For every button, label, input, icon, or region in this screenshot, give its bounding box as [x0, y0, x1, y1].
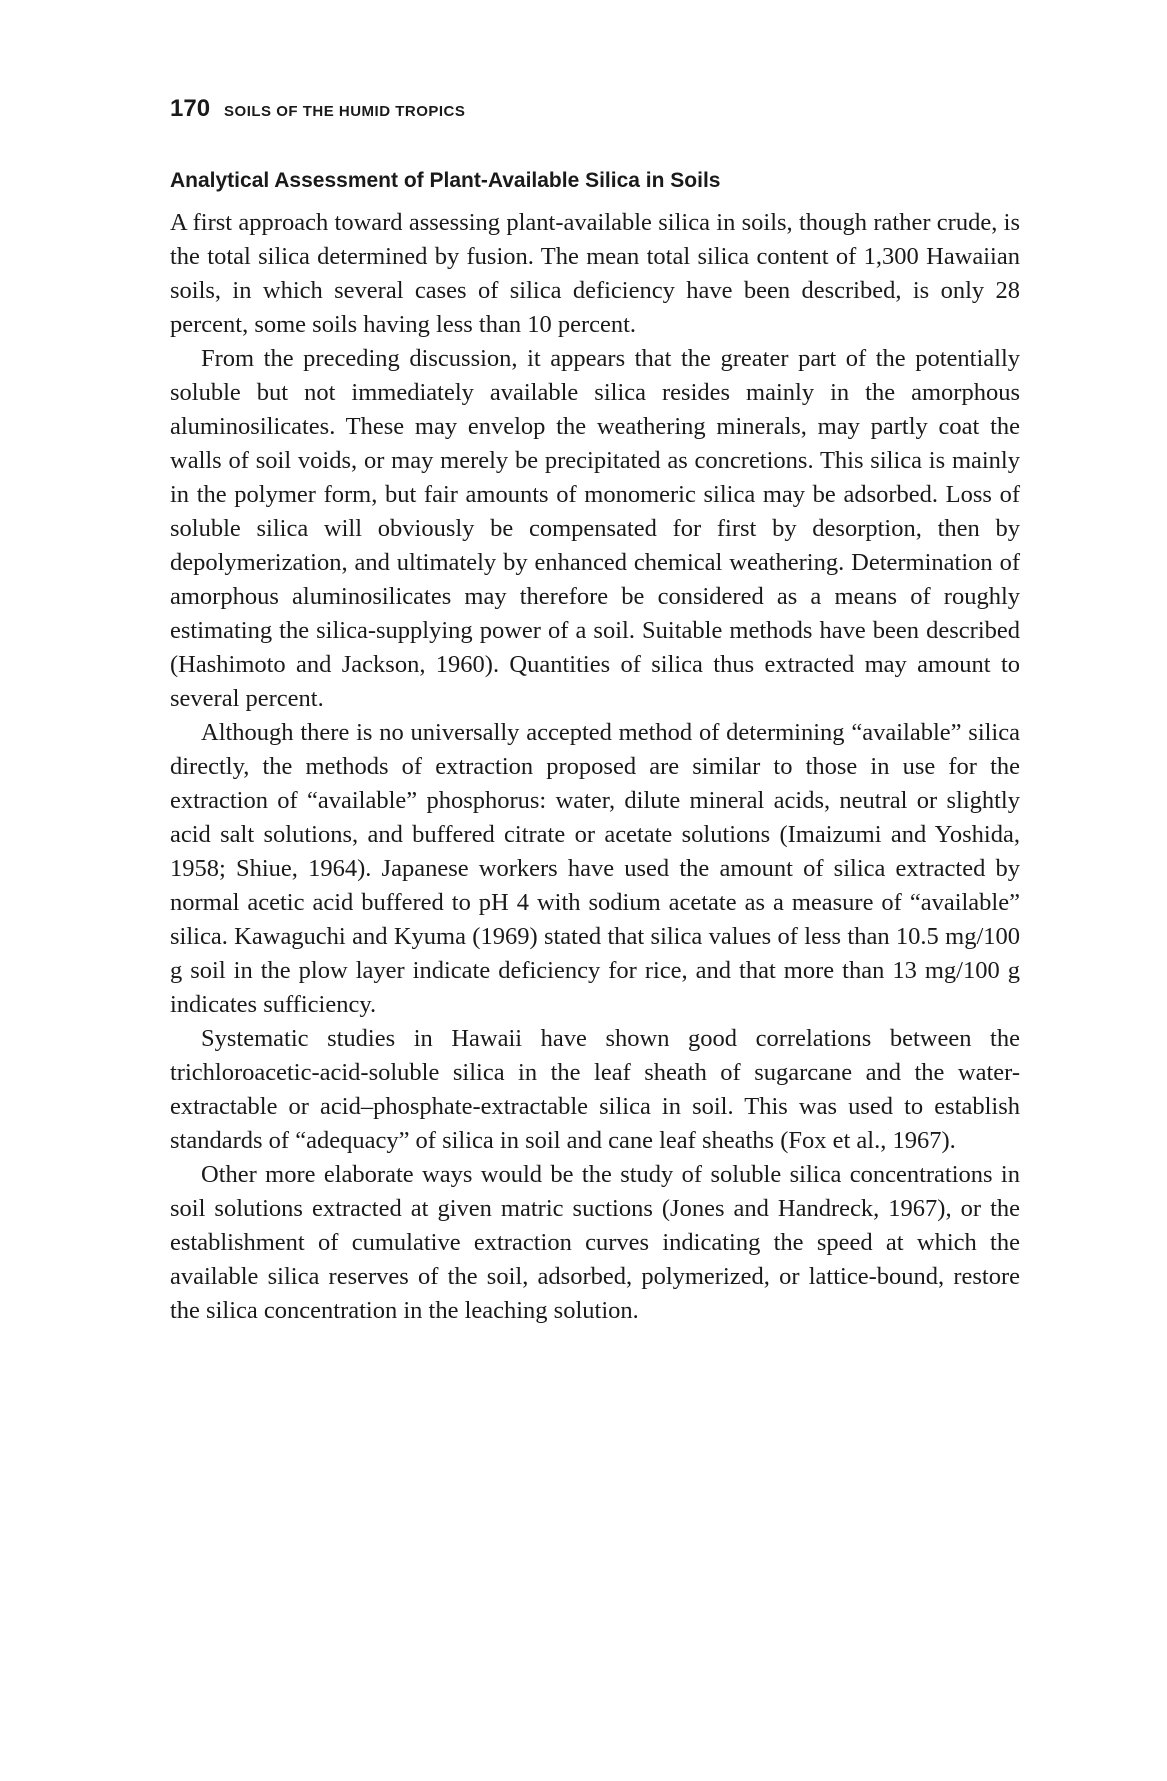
- running-head: [170, 96, 1020, 125]
- section-body: [170, 206, 1020, 1328]
- paragraph-4: Systematic studies in Hawaii have shown good correlations between the trichloroacetic-acid-soluble silica in the leaf sheath of sugarcane and the water-extractable or acid–phosphate-extractable silica in soil. This was used to establish standards of “adequacy” of silica in soil and cane leaf sheaths (Fox et al., 1967).: [170, 1025, 1020, 1154]
- paragraph-2: From the preceding discussion, it appears that the greater part of the potentially soluble but not immediately available silica resides mainly in the amorphous aluminosilicates. These may envelop the weathering minerals, may partly coat the walls of soil voids, or may merely be precipitated as concretions. This silica is mainly in the polymer form, but fair amounts of monomeric silica may be adsorbed. Loss of soluble silica will obviously be compensated for first by desorption, then by depolymerization, and ultimately by enhanced chemical weathering. Determination of amorphous aluminosilicates may therefore be considered as a means of roughly estimating the silica-supplying power of a soil. Suitable methods have been described (Hashimoto and Jackson, 1960). Quantities of silica thus extracted may amount to several percent.: [170, 345, 1020, 712]
- paragraph-1: A first approach toward assessing plant-available silica in soils, though rather crude, is the total silica determined by fusion. The mean total silica content of 1,300 Hawaiian soils, in which several cases of silica deficiency have been described, is only 28 percent, some soils having less than 10 percent.: [170, 209, 1020, 338]
- paragraph-5: Other more elaborate ways would be the study of soluble silica concentrations in soil solutions extracted at given matric suctions (Jones and Handreck, 1967), or the establishment of cumulative extraction curves indicating the speed at which the available silica reserves of the soil, adsorbed, polymerized, or lattice-bound, restore the silica concentration in the leaching solution.: [170, 1161, 1020, 1324]
- book-page: [170, 96, 1020, 1328]
- running-title: SOILS OF THE HUMID TROPICS: [224, 103, 466, 120]
- paragraph-3: Although there is no universally accepted method of determining “available” silica directly, the methods of extraction proposed are similar to those in use for the extraction of “available” phosphorus: water, dilute mineral acids, neutral or slightly acid salt solutions, and buffered citrate or acetate solutions (Imaizumi and Yoshida, 1958; Shiue, 1964). Japanese workers have used the amount of silica extracted by normal acetic acid buffered to pH 4 with sodium acetate as a measure of “available” silica. Kawaguchi and Kyuma (1969) stated that silica values of less than 10.5 mg/100 g soil in the plow layer indicate deficiency for rice, and that more than 13 mg/100 g indicates sufficiency.: [170, 719, 1020, 1018]
- section-heading: Analytical Assessment of Plant-Available Silica in Soils: [170, 169, 721, 192]
- page-number: 170: [170, 95, 211, 122]
